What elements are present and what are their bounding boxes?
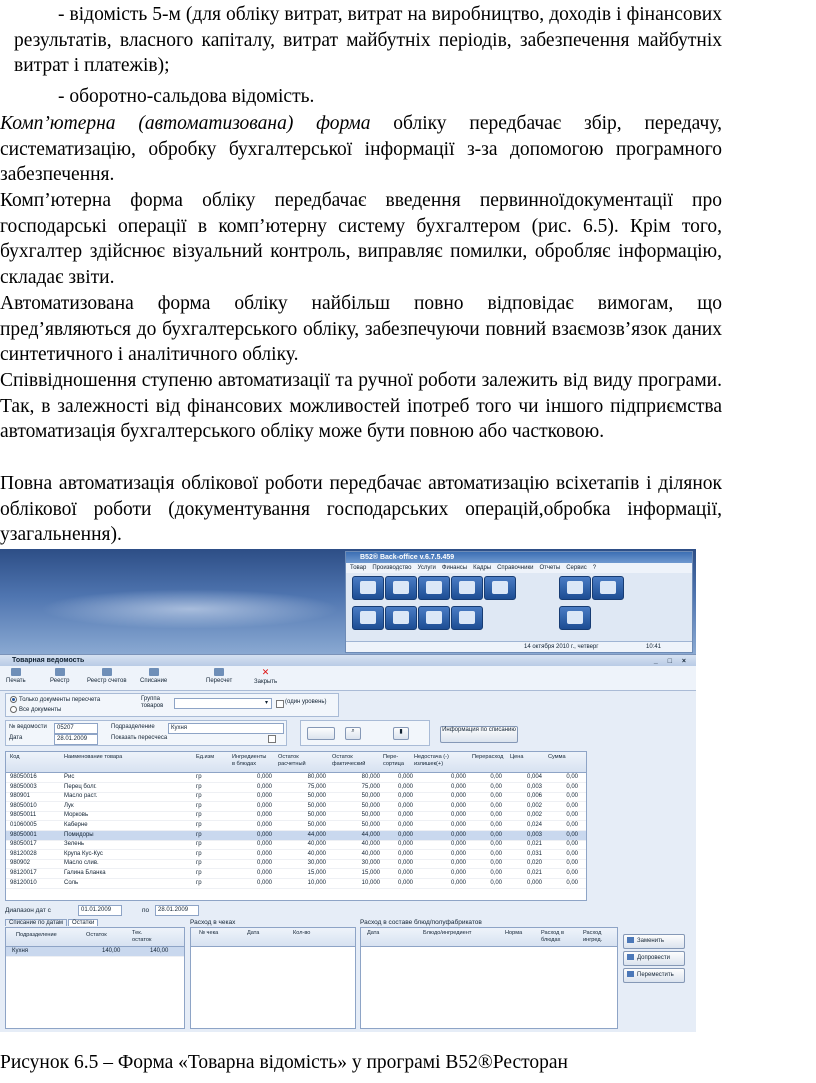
column-header[interactable]: Кол-во	[293, 930, 311, 936]
tab-writeoff-by-dates[interactable]: Списание по датам	[5, 919, 67, 926]
table-cell: 0,004	[526, 774, 542, 780]
table-cell: 0,000	[450, 822, 466, 828]
paragraph-automated: Автоматизована форма обліку найбільш повно відповідає вимогам, що пред’являються до бухгалтерського обліку, забезпечуючи повний взаємозв’язок даних синтетичного і аналітичного обліку.	[0, 293, 722, 365]
button-label: Закрыть	[254, 679, 278, 685]
table-cell: 10,000	[361, 879, 380, 886]
table-cell: 0,000	[256, 831, 272, 838]
blank-button[interactable]	[307, 727, 335, 740]
table-cell: Рис	[64, 774, 75, 780]
table-cell: 0,00	[566, 860, 578, 867]
table-cell: Зелень	[64, 841, 85, 848]
column-header[interactable]: Недостача (-) излишек(+)	[414, 754, 449, 767]
column-header[interactable]: Остаток фактический	[332, 754, 366, 767]
table-cell: Соль	[64, 879, 79, 886]
table-cell: Лук	[64, 802, 74, 809]
table-cell: гр	[196, 774, 202, 780]
sublevel-checkbox[interactable]	[276, 700, 284, 708]
document-panel	[5, 720, 287, 746]
table-cell: 0,00	[566, 783, 578, 790]
button-label: Печать	[6, 678, 26, 684]
figure-caption: Рисунок 6.5 – Форма «Товарна відомість» у програмі B52®Ресторан	[0, 1052, 568, 1073]
button-label: Реестр	[50, 678, 70, 684]
table-cell: гр	[196, 802, 202, 809]
menu-item[interactable]: ?	[592, 565, 597, 571]
paragraph-input: Комп’ютерна форма обліку передбачає введення первинноїдокументації про господарські операції в комп’ютерну систему бухгалтером (рис. 6.5). Крім того, бухгалтер здійснює візуальний контроль, виправляє помилки, обробляє інформацію, складає звіти.	[0, 190, 722, 288]
table-cell: 0,000	[397, 831, 413, 838]
table-cell: 0,000	[450, 774, 466, 780]
menu-item[interactable]: Производство	[372, 565, 412, 571]
replace-button[interactable]	[623, 934, 685, 949]
writeoff-icon	[149, 668, 159, 676]
table-cell: 0,00	[490, 860, 502, 867]
table-cell: 980902	[10, 860, 31, 867]
table-cell: 0,00	[490, 812, 502, 819]
window-title	[0, 655, 696, 666]
table-cell: 0,00	[490, 774, 502, 780]
group-select[interactable]	[174, 698, 272, 709]
table-row[interactable]	[6, 821, 586, 831]
table-cell: 0,000	[256, 850, 272, 857]
table-cell: гр	[196, 850, 202, 857]
table-cell: 0,006	[526, 793, 542, 800]
table-cell: 0,002	[526, 812, 542, 819]
table-cell: 0,00	[490, 783, 502, 790]
writeoff-info-button[interactable]	[440, 726, 518, 743]
table-cell: 0,000	[450, 870, 466, 876]
table-cell: 0,00	[566, 831, 578, 838]
table-cell: 0,000	[256, 870, 272, 876]
table-cell: 0,000	[450, 783, 466, 790]
search-button[interactable]	[345, 727, 361, 740]
replace-icon	[627, 937, 634, 943]
filter-panel	[5, 693, 339, 717]
show-recount-checkbox[interactable]	[268, 735, 276, 743]
table-cell: Галина Бланка	[64, 870, 106, 876]
module-tile-icon[interactable]	[451, 576, 483, 600]
radio-label: Только документы пересчета	[19, 697, 101, 704]
table-cell: гр	[196, 812, 202, 819]
table-cell: 0,000	[397, 774, 413, 780]
table-cell: 0,002	[526, 802, 542, 809]
table-row[interactable]	[6, 947, 184, 957]
column-header[interactable]: Тек. остаток	[132, 930, 152, 943]
table-cell: 0,031	[526, 850, 542, 857]
button-label: Заменить	[637, 938, 664, 944]
invoices-icon	[102, 668, 112, 676]
status-time: 10:41	[646, 644, 662, 650]
table-cell: 50,000	[361, 822, 380, 828]
table-cell: 0,00	[566, 774, 578, 780]
table-cell: 0,024	[526, 822, 542, 828]
table-cell: 75,000	[307, 783, 326, 790]
column-header[interactable]: Норма	[505, 930, 523, 936]
invoice-registry-button[interactable]	[87, 668, 127, 684]
backoffice-menu	[346, 563, 692, 573]
table-cell: гр	[196, 783, 202, 790]
table-cell: 0,00	[566, 870, 578, 876]
table-cell: 40,000	[307, 841, 326, 848]
table-cell: 0,000	[450, 841, 466, 848]
balances-header	[6, 928, 184, 947]
checks-title: Расход в чеках	[190, 919, 236, 926]
trash-icon: ▮	[399, 729, 403, 735]
paragraph-ratio: Співвідношення ступеню автоматизації та ручної роботи залежить від виду програми. Так, в залежності від фінансових можливостей іпотреб того чи іншого підприємства автоматизація бухгалтерського обліку може бути повною або частковою.	[0, 370, 722, 442]
search-icon: ⌕	[351, 728, 355, 734]
table-cell: 40,000	[307, 850, 326, 857]
cell: 140,00	[150, 948, 169, 954]
date-to-label: по	[142, 907, 150, 914]
table-cell: 0,000	[397, 879, 413, 886]
bullet-vidomist-5m	[14, 2, 722, 79]
figure-screenshot	[0, 549, 696, 1032]
table-cell: 0,00	[566, 850, 578, 857]
radio-icon	[10, 696, 17, 703]
module-tile-icon[interactable]	[352, 606, 384, 630]
sublevel-label: (один уровень)	[285, 699, 327, 705]
move-icon	[627, 971, 634, 977]
table-cell: 30,000	[361, 860, 380, 867]
table-row[interactable]	[6, 792, 586, 802]
date-range-label: Диапазон дат с	[5, 907, 51, 914]
table-cell: 0,000	[397, 793, 413, 800]
table-cell: 0,000	[397, 870, 413, 876]
menu-item[interactable]: Справочники	[497, 565, 534, 571]
radio-label: Все документы	[19, 707, 62, 714]
table-cell: 0,003	[526, 831, 542, 838]
table-cell: Перец болг.	[64, 783, 97, 790]
table-cell: 0,000	[256, 841, 272, 848]
recount-button[interactable]	[206, 668, 232, 684]
writeoff-button[interactable]	[140, 668, 167, 684]
column-header[interactable]: Ед.изм	[196, 754, 215, 760]
table-cell: 98050010	[10, 802, 37, 809]
table-cell: 44,000	[361, 831, 380, 838]
table-row[interactable]	[6, 879, 586, 889]
table-cell: 10,000	[307, 879, 326, 886]
table-cell: 44,000	[307, 831, 326, 838]
table-row[interactable]	[6, 850, 586, 860]
table-cell: 0,000	[397, 783, 413, 790]
action-panel	[300, 720, 430, 746]
column-header[interactable]: Подразделение	[16, 932, 57, 938]
module-tile-icon[interactable]	[385, 576, 417, 600]
recount-icon	[214, 668, 224, 676]
table-cell: 98050017	[10, 841, 37, 848]
table-header	[6, 752, 586, 773]
registry-icon	[55, 668, 65, 676]
table-cell: 50,000	[361, 793, 380, 800]
printer-icon	[11, 668, 21, 676]
table-cell: 0,000	[397, 841, 413, 848]
button-label: Реестр счетов	[87, 678, 127, 684]
table-cell: гр	[196, 879, 202, 886]
checks-grid	[190, 927, 356, 1029]
cell: 140,00	[102, 948, 121, 954]
table-cell: 0,000	[450, 793, 466, 800]
tovarna-window	[0, 654, 696, 1032]
button-label: Пересчет	[206, 678, 233, 684]
window-title-text: Товарная ведомость	[12, 657, 85, 664]
table-row[interactable]	[6, 840, 586, 850]
table-cell: 0,000	[256, 822, 272, 828]
table-cell: Каберне	[64, 822, 88, 828]
table-cell: 0,000	[450, 850, 466, 857]
table-cell: 0,000	[526, 879, 542, 886]
table-cell: 0,00	[566, 841, 578, 848]
radio-recount-only[interactable]	[10, 696, 100, 703]
table-cell: Крупа Кус-Кус	[64, 850, 103, 857]
info-button-label: Информация по списанию	[442, 727, 516, 733]
table-cell: 0,00	[490, 822, 502, 828]
table-cell: 0,003	[526, 783, 542, 790]
table-row[interactable]	[6, 869, 586, 879]
balances-grid	[5, 927, 185, 1029]
bullet-text: - відомість 5-м (для обліку витрат, витрат на виробництво, доходів і фінансових результатів, власного капіталу, витрат майбутніх періодів, забезпечення майбутніх витрат і платежів);	[14, 4, 722, 76]
tab-balances[interactable]: Остатки	[68, 919, 98, 926]
table-cell: 0,00	[490, 793, 502, 800]
column-header[interactable]: Расход в блюдах	[541, 930, 564, 943]
delete-button[interactable]	[393, 727, 409, 740]
table-cell: 0,000	[256, 802, 272, 809]
column-header[interactable]: Дата	[247, 930, 260, 936]
module-tile-icon[interactable]	[418, 606, 450, 630]
table-cell: 0,000	[397, 822, 413, 828]
table-cell: 0,000	[256, 879, 272, 886]
button-label: Допровести	[637, 955, 670, 961]
table-cell: 0,000	[450, 802, 466, 809]
cell: Кухня	[12, 948, 29, 954]
table-cell: 15,000	[307, 870, 326, 876]
backoffice-window	[345, 551, 693, 653]
menu-item[interactable]: Кадры	[473, 565, 492, 571]
department-label: Подразделение	[111, 724, 155, 730]
table-cell: 01060005	[10, 822, 37, 828]
doc-date-field[interactable]: 28.01.2009	[54, 734, 98, 745]
print-button[interactable]	[6, 668, 26, 684]
table-cell: 0,000	[256, 783, 272, 790]
column-header[interactable]: Блюдо/ингредиент	[423, 930, 472, 936]
module-tile-icon[interactable]	[592, 576, 624, 600]
table-cell: гр	[196, 831, 202, 838]
table-cell: 0,00	[490, 850, 502, 857]
group-label: Группа товаров	[141, 696, 164, 709]
column-header[interactable]: Код	[10, 754, 20, 760]
table-cell: гр	[196, 841, 202, 848]
column-header[interactable]: Дата	[367, 930, 380, 936]
table-cell: 0,00	[490, 831, 502, 838]
table-cell: гр	[196, 822, 202, 828]
table-cell: 0,00	[566, 812, 578, 819]
table-cell: 0,021	[526, 841, 542, 848]
dishes-title: Расход в составе блюд/полуфабрикатов	[360, 919, 482, 926]
table-row[interactable]	[6, 811, 586, 821]
backoffice-title: B52® Back-office v.6.7.5.459	[346, 552, 692, 563]
module-tile-icon[interactable]	[559, 576, 591, 600]
bullet-oborotno-saldova	[14, 84, 722, 110]
table-cell: 98050003	[10, 783, 37, 790]
module-tile-icon[interactable]	[418, 576, 450, 600]
table-cell: 0,000	[450, 831, 466, 838]
column-header[interactable]: Наименование товара	[64, 754, 123, 760]
column-header[interactable]: Остаток	[86, 932, 107, 938]
table-cell: 0,000	[256, 860, 272, 867]
bullet-text: - оборотно-сальдова відомість.	[58, 86, 315, 107]
term-italic: Комп’ютерна (автоматизована) форма	[0, 113, 371, 134]
bottom-tabs	[5, 919, 99, 926]
date-from-field[interactable]: 01.01.2009	[78, 905, 122, 916]
menu-item[interactable]: Отчеты	[539, 565, 561, 571]
table-cell: 0,000	[397, 802, 413, 809]
close-icon: ✕	[261, 667, 270, 677]
backoffice-statusbar	[346, 641, 692, 652]
paragraph-full-automation: Повна автоматизація облікової роботи передбачає автоматизацію всіхетапів і ділянок облікової роботи (документування господарських операцій,обробка інформації, узагальнення).	[0, 473, 722, 545]
button-label: Переместить	[637, 972, 674, 978]
table-row[interactable]	[6, 831, 586, 841]
table-cell: 0,000	[450, 879, 466, 886]
table-cell: 0,00	[490, 841, 502, 848]
status-date: 14 октября 2010 г., четверг	[524, 644, 599, 650]
table-cell: 50,000	[361, 802, 380, 809]
table-cell: 0,00	[490, 802, 502, 809]
table-cell: 75,000	[361, 783, 380, 790]
move-button[interactable]	[623, 968, 685, 983]
close-button[interactable]	[254, 668, 277, 685]
dishes-header	[361, 928, 617, 947]
table-cell: 98120017	[10, 870, 37, 876]
window-controls[interactable]: _ □ ×	[653, 658, 690, 665]
column-header[interactable]: № чека	[199, 930, 219, 936]
table-cell: 0,00	[490, 870, 502, 876]
table-row[interactable]	[6, 859, 586, 869]
doc-number-label: № ведомости	[9, 724, 47, 730]
table-cell: 30,000	[307, 860, 326, 867]
table-cell: 40,000	[361, 841, 380, 848]
menu-item[interactable]: Товар	[350, 565, 367, 571]
module-tile-icon[interactable]	[559, 606, 591, 630]
toolbar	[0, 666, 696, 691]
column-header[interactable]: Цена	[510, 754, 524, 760]
table-cell: Помидоры	[64, 831, 94, 838]
table-cell: 0,000	[256, 793, 272, 800]
department-field[interactable]: Кухня	[168, 723, 284, 734]
table-cell: 98050001	[10, 831, 37, 838]
chevron-down-icon: ▾	[264, 700, 268, 706]
menu-item[interactable]: Услуги	[417, 565, 436, 571]
radio-all-docs[interactable]	[10, 706, 61, 713]
checks-header	[191, 928, 355, 947]
table-cell: 0,000	[397, 812, 413, 819]
module-tile-icon[interactable]	[352, 576, 384, 600]
table-cell: 80,000	[361, 774, 380, 780]
post-icon	[627, 954, 634, 960]
table-cell: 0,000	[256, 812, 272, 819]
table-cell: Морковь	[64, 812, 89, 819]
module-tile-icon[interactable]	[385, 606, 417, 630]
table-row[interactable]	[6, 802, 586, 812]
table-cell: 980901	[10, 793, 31, 800]
table-cell: 0,020	[526, 860, 542, 867]
table-cell: 0,000	[450, 812, 466, 819]
table-cell: Масло раст.	[64, 793, 98, 800]
table-cell: 0,000	[397, 860, 413, 867]
table-cell: 0,00	[490, 879, 502, 886]
table-cell: 0,021	[526, 870, 542, 876]
column-header[interactable]: Расход ингред.	[583, 930, 603, 943]
paragraph-text: обліку передбачає збір, передачу, систематизацію, обробку бухгалтерської інформації з-за допомогою програмного забезпечення.	[0, 113, 722, 185]
table-cell: гр	[196, 870, 202, 876]
table-row[interactable]	[6, 783, 586, 793]
module-tile-icon[interactable]	[451, 606, 483, 630]
table-cell: 50,000	[307, 822, 326, 828]
table-cell: 50,000	[307, 812, 326, 819]
table-cell: 0,000	[450, 860, 466, 867]
table-cell: 98050016	[10, 774, 37, 780]
doc-date-label: Дата	[9, 735, 23, 741]
table-cell: Масло слив.	[64, 860, 99, 867]
dishes-grid	[360, 927, 618, 1029]
module-tile-icon[interactable]	[484, 576, 516, 600]
table-cell: 50,000	[307, 793, 326, 800]
post-additional-button[interactable]	[623, 951, 685, 966]
goods-table	[5, 751, 587, 901]
table-cell: 0,000	[397, 850, 413, 857]
button-label: Списание	[140, 678, 168, 684]
menu-item[interactable]: Финансы	[441, 565, 468, 571]
table-cell: 50,000	[307, 802, 326, 809]
doc-number-field[interactable]: 05207	[54, 723, 98, 734]
radio-icon	[10, 706, 17, 713]
table-row[interactable]	[6, 773, 586, 783]
paragraph-computer-form	[0, 111, 722, 188]
registry-button[interactable]	[50, 668, 70, 684]
table-cell: 98120028	[10, 850, 37, 857]
date-to-field[interactable]: 28.01.2009	[155, 905, 199, 916]
table-cell: 0,000	[256, 774, 272, 780]
table-cell: 40,000	[361, 850, 380, 857]
table-cell: 0,00	[566, 793, 578, 800]
table-cell: 0,00	[566, 802, 578, 809]
table-cell: гр	[196, 860, 202, 867]
table-cell: 0,00	[566, 822, 578, 828]
table-cell: 50,000	[361, 812, 380, 819]
table-cell: 98120010	[10, 879, 37, 886]
table-cell: 15,000	[361, 870, 380, 876]
table-cell: 98050011	[10, 812, 37, 819]
show-recount-label: Показать пересчеса	[111, 735, 168, 741]
column-header[interactable]: Перерасход	[472, 754, 504, 760]
table-cell: 80,000	[307, 774, 326, 780]
column-header[interactable]: Ингредиенты в блюдах	[232, 754, 267, 767]
table-cell: 0,00	[566, 879, 578, 886]
column-header[interactable]: Сумма	[548, 754, 566, 760]
table-cell: гр	[196, 793, 202, 800]
menu-item[interactable]: Сервис	[566, 565, 587, 571]
column-header[interactable]: Остаток расчетный	[278, 754, 306, 767]
column-header[interactable]: Пере-сортица	[383, 754, 404, 767]
